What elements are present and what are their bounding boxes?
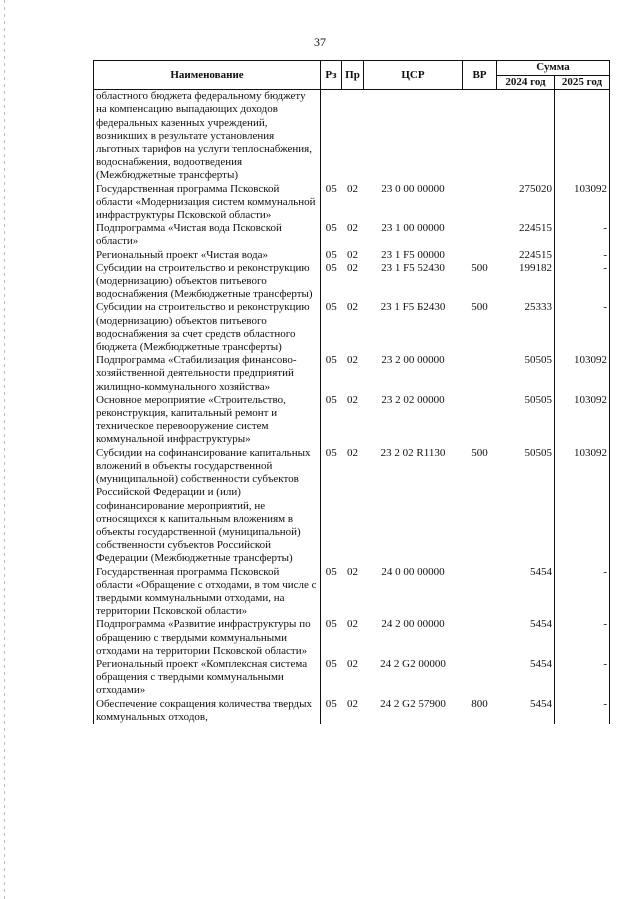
cell-rz: 05 [325, 301, 337, 314]
cell-2025: - [555, 566, 610, 619]
cell-2025: - [555, 618, 610, 658]
table-row [94, 394, 610, 447]
table-row [94, 354, 610, 394]
header-name: Наименование [94, 61, 321, 90]
cell-pr: 02 [347, 354, 358, 367]
cell-csr: 23 2 02 00000 [381, 393, 445, 406]
cell-rz: 05 [325, 657, 337, 670]
header-2025: 2025 год [555, 76, 610, 90]
header-pr: Пр [342, 61, 364, 90]
cell-2025: - [555, 222, 610, 248]
cell-pr [342, 90, 364, 183]
table-row [94, 183, 610, 223]
cell-vr: 800 [471, 697, 488, 710]
cell-name: областного бюджета федеральному бюджету на компенсацию выпадающих доходов федеральных казенных учреждений, возникших в результате установления льготных тарифов на услуги теплоснабжения, водоснабжения, водоотведения (Межбюджетные трансферты) [94, 90, 321, 183]
cell-pr: 02 [347, 446, 358, 459]
cell-vr [463, 354, 497, 394]
scan-edge [4, 0, 5, 899]
cell-vr: 500 [471, 261, 488, 274]
table-row [94, 222, 610, 248]
header-csr: ЦСР [364, 61, 463, 90]
cell-2025: 103092 [555, 183, 610, 223]
table-row [94, 262, 610, 302]
cell-name: Региональный проект «Чистая вода» [94, 249, 321, 262]
cell-name: Субсидии на софинансирование капитальных вложений в объекты государственной (муниципальной) собственности субъектов Российской Федерации и (или) софинансирование мероприятий, не относящихся к капитальным вложениям в объекты государственной (муниципальной) собственности субъектов Российской Федерации (Межбюджетные трансферты) [94, 447, 321, 566]
cell-2025 [555, 90, 610, 183]
cell-name: Подпрограмма «Чистая вода Псковской области» [94, 222, 321, 248]
cell-csr: 24 2 G2 57900 [380, 697, 446, 710]
page-number: 37 [314, 35, 326, 49]
cell-2025: - [555, 262, 610, 302]
cell-vr [463, 222, 497, 248]
cell-2025: 103092 [555, 354, 610, 394]
cell-csr: 23 1 F5 Б2430 [380, 301, 446, 314]
cell-pr: 02 [347, 618, 358, 631]
cell-2024: 199182 [519, 261, 552, 274]
cell-rz: 05 [325, 222, 337, 235]
cell-pr: 02 [347, 222, 358, 235]
cell-name: Государственная программа Псковской области «Обращение с отходами, в том числе с твердыми коммунальными отходами, на территории Псковской области» [94, 566, 321, 619]
cell-rz: 05 [325, 182, 337, 195]
cell-csr [364, 90, 463, 183]
cell-pr: 02 [347, 565, 358, 578]
cell-csr: 24 2 G2 00000 [380, 657, 446, 670]
cell-2024: 25333 [524, 301, 552, 314]
cell-name: Субсидии на строительство и реконструкцию (модернизацию) объектов питьевого водоснабжения (Межбюджетные трансферты) [94, 262, 321, 302]
cell-2025: - [555, 301, 610, 354]
cell-2024: 5454 [530, 565, 552, 578]
cell-vr [463, 394, 497, 447]
cell-vr: 500 [471, 446, 488, 459]
cell-vr [463, 566, 497, 619]
cell-rz: 05 [325, 565, 337, 578]
cell-rz: 05 [325, 248, 337, 261]
cell-name: Региональный проект «Комплексная система обращения с твердыми коммунальными отходами» [94, 658, 321, 698]
cell-vr [463, 618, 497, 658]
cell-rz: 05 [325, 697, 337, 710]
cell-2024: 5454 [530, 657, 552, 670]
cell-2024: 224515 [519, 222, 552, 235]
cell-pr: 02 [347, 393, 358, 406]
cell-2025: 103092 [555, 394, 610, 447]
table-row [94, 301, 610, 354]
cell-name: Субсидии на строительство и реконструкцию (модернизацию) объектов питьевого водоснабжения за счет средств областного бюджета (Межбюджетные трансферты) [94, 301, 321, 354]
cell-2024: 275020 [519, 182, 552, 195]
cell-rz: 05 [325, 618, 337, 631]
cell-csr: 23 0 00 00000 [381, 182, 445, 195]
cell-rz: 05 [325, 393, 337, 406]
cell-2024 [497, 90, 555, 183]
cell-name: Обеспечение сокращения количества твердых коммунальных отходов, [94, 698, 321, 724]
cell-pr: 02 [347, 182, 358, 195]
cell-pr: 02 [347, 657, 358, 670]
cell-name: Подпрограмма «Развитие инфраструктуры по обращению с твердыми коммунальными отходами на территории Псковской области» [94, 618, 321, 658]
table-row [94, 249, 610, 262]
cell-vr [463, 183, 497, 223]
table-row [94, 447, 610, 566]
cell-csr: 23 2 00 00000 [381, 354, 445, 367]
table-row [94, 566, 610, 619]
cell-2024: 5454 [530, 697, 552, 710]
cell-vr [463, 90, 497, 183]
budget-table [93, 60, 610, 724]
cell-name: Государственная программа Псковской области «Модернизация систем коммунальной инфраструктуры Псковской области» [94, 183, 321, 223]
cell-pr: 02 [347, 261, 358, 274]
cell-csr: 23 1 00 00000 [381, 222, 445, 235]
cell-vr: 500 [471, 301, 488, 314]
cell-csr: 23 1 F5 00000 [381, 248, 445, 261]
table-row [94, 90, 610, 183]
cell-pr: 02 [347, 697, 358, 710]
cell-rz: 05 [325, 354, 337, 367]
table-row [94, 698, 610, 724]
header-sum: Сумма [497, 61, 610, 76]
cell-2025: 103092 [555, 447, 610, 566]
cell-2025: - [555, 249, 610, 262]
header-2024: 2024 год [497, 76, 555, 90]
cell-name: Подпрограмма «Стабилизация финансово-хозяйственной деятельности предприятий жилищно-коммунального хозяйства» [94, 354, 321, 394]
cell-rz: 05 [325, 261, 337, 274]
cell-2024: 5454 [530, 618, 552, 631]
cell-2025: - [555, 698, 610, 724]
table-row [94, 658, 610, 698]
cell-csr: 24 0 00 00000 [381, 565, 445, 578]
cell-2024: 50505 [524, 393, 552, 406]
cell-csr: 23 1 F5 52430 [381, 261, 445, 274]
cell-pr: 02 [347, 248, 358, 261]
cell-2024: 224515 [519, 248, 552, 261]
cell-2024: 50505 [524, 354, 552, 367]
cell-pr: 02 [347, 301, 358, 314]
cell-vr [463, 658, 497, 698]
table-body [94, 90, 610, 724]
cell-2024: 50505 [524, 446, 552, 459]
header-rz: Рз [321, 61, 342, 90]
cell-2025: - [555, 658, 610, 698]
cell-name: Основное мероприятие «Строительство, реконструкция, капитальный ремонт и техническое перевооружение систем коммунальной инфраструктуры» [94, 394, 321, 447]
cell-rz [321, 90, 342, 183]
cell-rz: 05 [325, 446, 337, 459]
table-row [94, 618, 610, 658]
cell-vr [463, 249, 497, 262]
cell-csr: 24 2 00 00000 [381, 618, 445, 631]
cell-csr: 23 2 02 R1130 [380, 446, 446, 459]
header-vr: ВР [463, 61, 497, 90]
